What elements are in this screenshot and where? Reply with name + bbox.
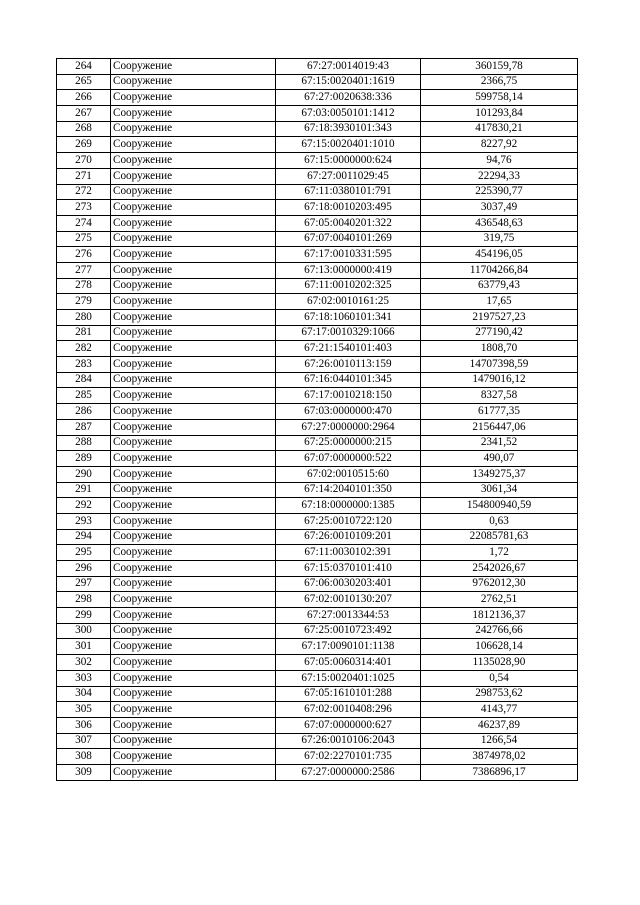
row-number-cell: 271	[57, 168, 111, 184]
table-row	[57, 576, 578, 592]
object-type-cell: Сооружение	[111, 561, 276, 577]
table-row	[57, 341, 578, 357]
cadastral-number-cell: 67:14:2040101:350	[276, 482, 421, 498]
object-type-cell: Сооружение	[111, 639, 276, 655]
cadastral-number-cell: 67:11:0380101:791	[276, 184, 421, 200]
table-row	[57, 686, 578, 702]
object-type-cell: Сооружение	[111, 749, 276, 765]
row-number-cell: 307	[57, 733, 111, 749]
row-number-cell: 296	[57, 561, 111, 577]
row-number-cell: 274	[57, 215, 111, 231]
row-number-cell: 275	[57, 231, 111, 247]
object-type-cell: Сооружение	[111, 451, 276, 467]
row-number-cell: 282	[57, 341, 111, 357]
row-number-cell: 289	[57, 451, 111, 467]
object-type-cell: Сооружение	[111, 200, 276, 216]
value-cell: 22294,33	[421, 168, 578, 184]
table-row	[57, 764, 578, 780]
row-number-cell: 306	[57, 717, 111, 733]
cadastral-number-cell: 67:25:0010723:492	[276, 623, 421, 639]
cadastral-number-cell: 67:26:0010106:2043	[276, 733, 421, 749]
value-cell: 2197527,23	[421, 310, 578, 326]
cadastral-number-cell: 67:06:0030203:401	[276, 576, 421, 592]
value-cell: 1,72	[421, 545, 578, 561]
table-row	[57, 482, 578, 498]
table-row	[57, 231, 578, 247]
object-type-cell: Сооружение	[111, 686, 276, 702]
table-row	[57, 372, 578, 388]
value-cell: 3874978,02	[421, 749, 578, 765]
cadastral-number-cell: 67:25:0010722:120	[276, 513, 421, 529]
table-row	[57, 137, 578, 153]
row-number-cell: 272	[57, 184, 111, 200]
value-cell: 154800940,59	[421, 498, 578, 514]
cadastral-number-cell: 67:02:0010161:25	[276, 294, 421, 310]
row-number-cell: 276	[57, 247, 111, 263]
table-row	[57, 404, 578, 420]
row-number-cell: 267	[57, 106, 111, 122]
object-type-cell: Сооружение	[111, 764, 276, 780]
table-row	[57, 106, 578, 122]
table-row	[57, 59, 578, 75]
value-cell: 1808,70	[421, 341, 578, 357]
table-row	[57, 655, 578, 671]
cadastral-number-cell: 67:15:0020401:1619	[276, 74, 421, 90]
cadastral-number-cell: 67:13:0000000:419	[276, 262, 421, 278]
object-type-cell: Сооружение	[111, 294, 276, 310]
table-row	[57, 639, 578, 655]
row-number-cell: 287	[57, 419, 111, 435]
row-number-cell: 279	[57, 294, 111, 310]
cadastral-number-cell: 67:05:0060314:401	[276, 655, 421, 671]
cadastral-number-cell: 67:27:0013344:53	[276, 608, 421, 624]
row-number-cell: 278	[57, 278, 111, 294]
value-cell: 4143,77	[421, 702, 578, 718]
object-type-cell: Сооружение	[111, 278, 276, 294]
object-type-cell: Сооружение	[111, 388, 276, 404]
value-cell: 3037,49	[421, 200, 578, 216]
cadastral-number-cell: 67:17:0010331:595	[276, 247, 421, 263]
cadastral-number-cell: 67:27:0000000:2586	[276, 764, 421, 780]
value-cell: 360159,78	[421, 59, 578, 75]
cadastral-number-cell: 67:17:0010329:1066	[276, 325, 421, 341]
table-row	[57, 749, 578, 765]
table-row	[57, 529, 578, 545]
object-type-cell: Сооружение	[111, 106, 276, 122]
object-type-cell: Сооружение	[111, 90, 276, 106]
object-type-cell: Сооружение	[111, 325, 276, 341]
cadastral-number-cell: 67:02:0010515:60	[276, 466, 421, 482]
object-type-cell: Сооружение	[111, 435, 276, 451]
value-cell: 436548,63	[421, 215, 578, 231]
row-number-cell: 273	[57, 200, 111, 216]
row-number-cell: 299	[57, 608, 111, 624]
row-number-cell: 290	[57, 466, 111, 482]
value-cell: 319,75	[421, 231, 578, 247]
table-row	[57, 184, 578, 200]
table-row	[57, 200, 578, 216]
cadastral-number-cell: 67:27:0011029:45	[276, 168, 421, 184]
value-cell: 599758,14	[421, 90, 578, 106]
value-cell: 3061,34	[421, 482, 578, 498]
row-number-cell: 285	[57, 388, 111, 404]
value-cell: 46237,89	[421, 717, 578, 733]
cadastral-number-cell: 67:25:0000000:215	[276, 435, 421, 451]
cadastral-number-cell: 67:03:0050101:1412	[276, 106, 421, 122]
row-number-cell: 304	[57, 686, 111, 702]
value-cell: 7386896,17	[421, 764, 578, 780]
cadastral-number-cell: 67:16:0440101:345	[276, 372, 421, 388]
object-type-cell: Сооружение	[111, 184, 276, 200]
value-cell: 63779,43	[421, 278, 578, 294]
cadastral-number-cell: 67:15:0020401:1025	[276, 670, 421, 686]
object-type-cell: Сооружение	[111, 168, 276, 184]
object-type-cell: Сооружение	[111, 357, 276, 373]
cadastral-number-cell: 67:26:0010109:201	[276, 529, 421, 545]
row-number-cell: 291	[57, 482, 111, 498]
registry-table-body	[57, 59, 578, 781]
object-type-cell: Сооружение	[111, 482, 276, 498]
cadastral-number-cell: 67:15:0370101:410	[276, 561, 421, 577]
object-type-cell: Сооружение	[111, 592, 276, 608]
object-type-cell: Сооружение	[111, 341, 276, 357]
cadastral-number-cell: 67:02:0010408:296	[276, 702, 421, 718]
table-row	[57, 215, 578, 231]
table-row	[57, 121, 578, 137]
cadastral-number-cell: 67:02:2270101:735	[276, 749, 421, 765]
object-type-cell: Сооружение	[111, 529, 276, 545]
value-cell: 8227,92	[421, 137, 578, 153]
cadastral-number-cell: 67:18:3930101:343	[276, 121, 421, 137]
value-cell: 2366,75	[421, 74, 578, 90]
row-number-cell: 295	[57, 545, 111, 561]
value-cell: 490,07	[421, 451, 578, 467]
value-cell: 1349275,37	[421, 466, 578, 482]
object-type-cell: Сооружение	[111, 702, 276, 718]
object-type-cell: Сооружение	[111, 670, 276, 686]
row-number-cell: 297	[57, 576, 111, 592]
row-number-cell: 303	[57, 670, 111, 686]
table-row	[57, 357, 578, 373]
cadastral-number-cell: 67:18:0000000:1385	[276, 498, 421, 514]
row-number-cell: 300	[57, 623, 111, 639]
object-type-cell: Сооружение	[111, 623, 276, 639]
object-type-cell: Сооружение	[111, 717, 276, 733]
cadastral-number-cell: 67:18:1060101:341	[276, 310, 421, 326]
row-number-cell: 280	[57, 310, 111, 326]
row-number-cell: 292	[57, 498, 111, 514]
value-cell: 2341,52	[421, 435, 578, 451]
table-row	[57, 262, 578, 278]
cadastral-number-cell: 67:11:0030102:391	[276, 545, 421, 561]
value-cell: 2762,51	[421, 592, 578, 608]
registry-table	[56, 58, 578, 781]
value-cell: 1479016,12	[421, 372, 578, 388]
table-row	[57, 294, 578, 310]
object-type-cell: Сооружение	[111, 466, 276, 482]
cadastral-number-cell: 67:15:0020401:1010	[276, 137, 421, 153]
table-row	[57, 623, 578, 639]
table-row	[57, 466, 578, 482]
cadastral-number-cell: 67:07:0000000:522	[276, 451, 421, 467]
table-row	[57, 717, 578, 733]
value-cell: 22085781,63	[421, 529, 578, 545]
object-type-cell: Сооружение	[111, 419, 276, 435]
table-row	[57, 247, 578, 263]
cadastral-number-cell: 67:27:0000000:2964	[276, 419, 421, 435]
table-row	[57, 153, 578, 169]
row-number-cell: 286	[57, 404, 111, 420]
table-row	[57, 608, 578, 624]
value-cell: 94,76	[421, 153, 578, 169]
row-number-cell: 268	[57, 121, 111, 137]
row-number-cell: 302	[57, 655, 111, 671]
object-type-cell: Сооружение	[111, 733, 276, 749]
cadastral-number-cell: 67:15:0000000:624	[276, 153, 421, 169]
row-number-cell: 301	[57, 639, 111, 655]
value-cell: 61777,35	[421, 404, 578, 420]
table-row	[57, 419, 578, 435]
value-cell: 454196,05	[421, 247, 578, 263]
cadastral-number-cell: 67:07:0000000:627	[276, 717, 421, 733]
cadastral-number-cell: 67:03:0000000:470	[276, 404, 421, 420]
table-row	[57, 702, 578, 718]
table-row	[57, 388, 578, 404]
object-type-cell: Сооружение	[111, 404, 276, 420]
object-type-cell: Сооружение	[111, 231, 276, 247]
object-type-cell: Сооружение	[111, 545, 276, 561]
object-type-cell: Сооружение	[111, 310, 276, 326]
row-number-cell: 277	[57, 262, 111, 278]
value-cell: 101293,84	[421, 106, 578, 122]
value-cell: 17,65	[421, 294, 578, 310]
cadastral-number-cell: 67:27:0014019:43	[276, 59, 421, 75]
object-type-cell: Сооружение	[111, 247, 276, 263]
row-number-cell: 288	[57, 435, 111, 451]
cadastral-number-cell: 67:07:0040101:269	[276, 231, 421, 247]
table-row	[57, 74, 578, 90]
row-number-cell: 281	[57, 325, 111, 341]
value-cell: 0,63	[421, 513, 578, 529]
table-row	[57, 168, 578, 184]
row-number-cell: 298	[57, 592, 111, 608]
object-type-cell: Сооружение	[111, 372, 276, 388]
object-type-cell: Сооружение	[111, 153, 276, 169]
object-type-cell: Сооружение	[111, 262, 276, 278]
row-number-cell: 270	[57, 153, 111, 169]
value-cell: 242766,66	[421, 623, 578, 639]
object-type-cell: Сооружение	[111, 215, 276, 231]
value-cell: 417830,21	[421, 121, 578, 137]
row-number-cell: 293	[57, 513, 111, 529]
table-row	[57, 592, 578, 608]
table-row	[57, 435, 578, 451]
value-cell: 1266,54	[421, 733, 578, 749]
table-row	[57, 310, 578, 326]
cadastral-number-cell: 67:17:0090101:1138	[276, 639, 421, 655]
value-cell: 106628,14	[421, 639, 578, 655]
object-type-cell: Сооружение	[111, 576, 276, 592]
value-cell: 8327,58	[421, 388, 578, 404]
value-cell: 2156447,06	[421, 419, 578, 435]
table-row	[57, 278, 578, 294]
row-number-cell: 266	[57, 90, 111, 106]
value-cell: 14707398,59	[421, 357, 578, 373]
row-number-cell: 284	[57, 372, 111, 388]
cadastral-number-cell: 67:05:0040201:322	[276, 215, 421, 231]
row-number-cell: 308	[57, 749, 111, 765]
object-type-cell: Сооружение	[111, 608, 276, 624]
cadastral-number-cell: 67:02:0010130:207	[276, 592, 421, 608]
cadastral-number-cell: 67:27:0020638:336	[276, 90, 421, 106]
value-cell: 225390,77	[421, 184, 578, 200]
object-type-cell: Сооружение	[111, 655, 276, 671]
table-row	[57, 733, 578, 749]
value-cell: 1135028,90	[421, 655, 578, 671]
value-cell: 1812136,37	[421, 608, 578, 624]
object-type-cell: Сооружение	[111, 513, 276, 529]
object-type-cell: Сооружение	[111, 59, 276, 75]
object-type-cell: Сооружение	[111, 137, 276, 153]
cadastral-number-cell: 67:05:1610101:288	[276, 686, 421, 702]
table-row	[57, 670, 578, 686]
value-cell: 11704266,84	[421, 262, 578, 278]
cadastral-number-cell: 67:17:0010218:150	[276, 388, 421, 404]
cadastral-number-cell: 67:11:0010202:325	[276, 278, 421, 294]
table-row	[57, 513, 578, 529]
row-number-cell: 294	[57, 529, 111, 545]
table-row	[57, 90, 578, 106]
value-cell: 298753,62	[421, 686, 578, 702]
row-number-cell: 283	[57, 357, 111, 373]
object-type-cell: Сооружение	[111, 74, 276, 90]
table-row	[57, 451, 578, 467]
row-number-cell: 269	[57, 137, 111, 153]
row-number-cell: 305	[57, 702, 111, 718]
cadastral-number-cell: 67:21:1540101:403	[276, 341, 421, 357]
value-cell: 277190,42	[421, 325, 578, 341]
cadastral-number-cell: 67:18:0010203:495	[276, 200, 421, 216]
row-number-cell: 309	[57, 764, 111, 780]
object-type-cell: Сооружение	[111, 498, 276, 514]
value-cell: 0,54	[421, 670, 578, 686]
cadastral-number-cell: 67:26:0010113:159	[276, 357, 421, 373]
row-number-cell: 265	[57, 74, 111, 90]
object-type-cell: Сооружение	[111, 121, 276, 137]
table-row	[57, 325, 578, 341]
table-row	[57, 561, 578, 577]
value-cell: 9762012,30	[421, 576, 578, 592]
row-number-cell: 264	[57, 59, 111, 75]
table-row	[57, 545, 578, 561]
value-cell: 2542026,67	[421, 561, 578, 577]
table-row	[57, 498, 578, 514]
